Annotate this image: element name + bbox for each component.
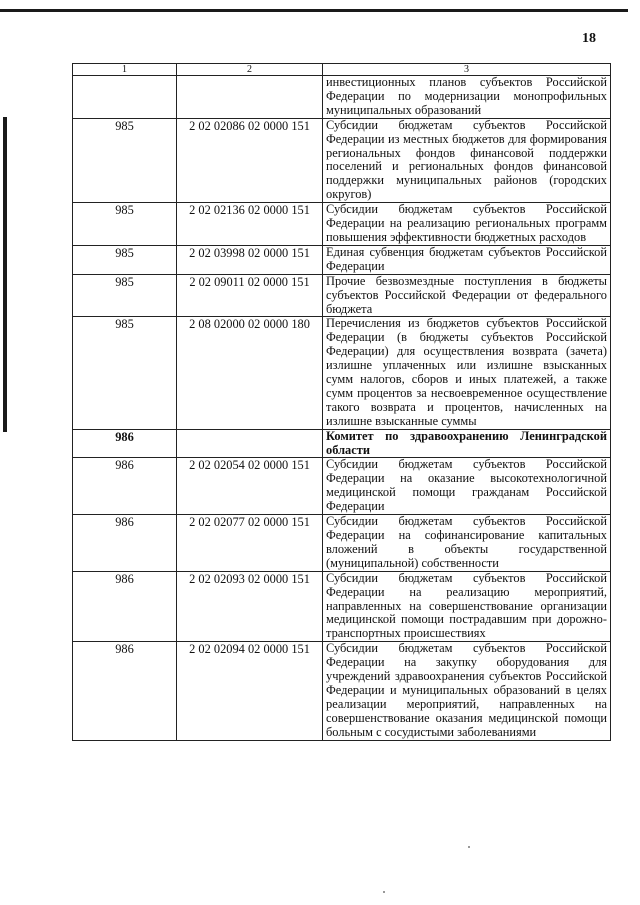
table-row	[73, 203, 611, 246]
table-row	[73, 118, 611, 202]
scan-speck	[468, 846, 470, 848]
admin-code-cell	[73, 76, 177, 119]
scan-edge-mark	[3, 117, 7, 432]
admin-code-cell: 985	[73, 317, 177, 429]
column-header-3: 3	[323, 64, 611, 76]
budget-code-cell: 2 02 02086 02 0000 151	[177, 118, 323, 202]
table-body	[73, 76, 611, 741]
budget-code-cell: 2 02 09011 02 0000 151	[177, 274, 323, 317]
admin-code-cell: 986	[73, 515, 177, 572]
budget-code-cell: 2 02 02094 02 0000 151	[177, 642, 323, 740]
budget-code-cell: 2 02 02136 02 0000 151	[177, 203, 323, 246]
revenue-name-cell: Перечисления из бюджетов субъектов Российской Федерации (в бюджеты субъектов Российской Федерации) для осуществления возврата (зачета) излишне уплаченных или излишне взысканных сумм налогов, сборов и иных платежей, а также сумм процентов за несвоевременное осуществление такого возврата и процентов, начисленных на излишне взысканные суммы	[323, 317, 611, 429]
table-row	[73, 429, 611, 458]
revenue-name-cell: Комитет по здравоохранению Ленинградской области	[323, 429, 611, 458]
table-row	[73, 642, 611, 740]
budget-code-cell: 2 02 02093 02 0000 151	[177, 571, 323, 642]
budget-code-cell: 2 02 03998 02 0000 151	[177, 245, 323, 274]
admin-code-cell: 986	[73, 429, 177, 458]
admin-code-cell: 986	[73, 642, 177, 740]
admin-code-cell: 985	[73, 245, 177, 274]
revenue-name-cell: Единая субвенция бюджетам субъектов Российской Федерации	[323, 245, 611, 274]
top-border-line	[0, 9, 628, 12]
page-number: 18	[582, 31, 596, 46]
admin-code-cell: 985	[73, 118, 177, 202]
revenue-name-cell: инвестиционных планов субъектов Российской Федерации по модернизации монопрофильных муниципальных образований	[323, 76, 611, 119]
table-row	[73, 76, 611, 119]
table-row	[73, 571, 611, 642]
revenue-name-cell: Субсидии бюджетам субъектов Российской Федерации на оказание высокотехнологичной медицинской помощи гражданам Российской Федерации	[323, 458, 611, 515]
revenue-name-cell: Прочие безвозмездные поступления в бюджеты субъектов Российской Федерации от федерального бюджета	[323, 274, 611, 317]
table-row	[73, 245, 611, 274]
table-row	[73, 458, 611, 515]
admin-code-cell: 986	[73, 458, 177, 515]
column-header-2: 2	[177, 64, 323, 76]
budget-code-cell: 2 02 02077 02 0000 151	[177, 515, 323, 572]
table-row	[73, 515, 611, 572]
budget-code-cell	[177, 76, 323, 119]
revenue-name-cell: Субсидии бюджетам субъектов Российской Федерации из местных бюджетов для формирования региональных фондов финансовой поддержки поселений и региональных фондов финансовой поддержки муниципальных районов (городских округов)	[323, 118, 611, 202]
budget-code-cell	[177, 429, 323, 458]
scan-speck	[383, 891, 385, 893]
table-row	[73, 274, 611, 317]
admin-code-cell: 986	[73, 571, 177, 642]
column-header-1: 1	[73, 64, 177, 76]
budget-code-cell: 2 02 02054 02 0000 151	[177, 458, 323, 515]
admin-code-cell: 985	[73, 274, 177, 317]
revenue-classification-table	[72, 63, 611, 741]
revenue-name-cell: Субсидии бюджетам субъектов Российской Федерации на реализацию мероприятий, направленных на совершенствование организации медицинской помощи пострадавшим при дорожно-транспортных происшествиях	[323, 571, 611, 642]
revenue-name-cell: Субсидии бюджетам субъектов Российской Федерации на закупку оборудования для учреждений здравоохранения субъектов Российской Федерации и муниципальных образований в целях реализации мероприятий, направленных на совершенствование оказания медицинской помощи больным с сосудистыми заболеваниями	[323, 642, 611, 740]
revenue-name-cell: Субсидии бюджетам субъектов Российской Федерации на софинансирование капитальных вложений в объекты государственной (муниципальной) собственности	[323, 515, 611, 572]
budget-code-cell: 2 08 02000 02 0000 180	[177, 317, 323, 429]
table-header-row	[73, 64, 611, 76]
admin-code-cell: 985	[73, 203, 177, 246]
table-row	[73, 317, 611, 429]
revenue-name-cell: Субсидии бюджетам субъектов Российской Федерации на реализацию региональных программ повышения эффективности бюджетных расходов	[323, 203, 611, 246]
